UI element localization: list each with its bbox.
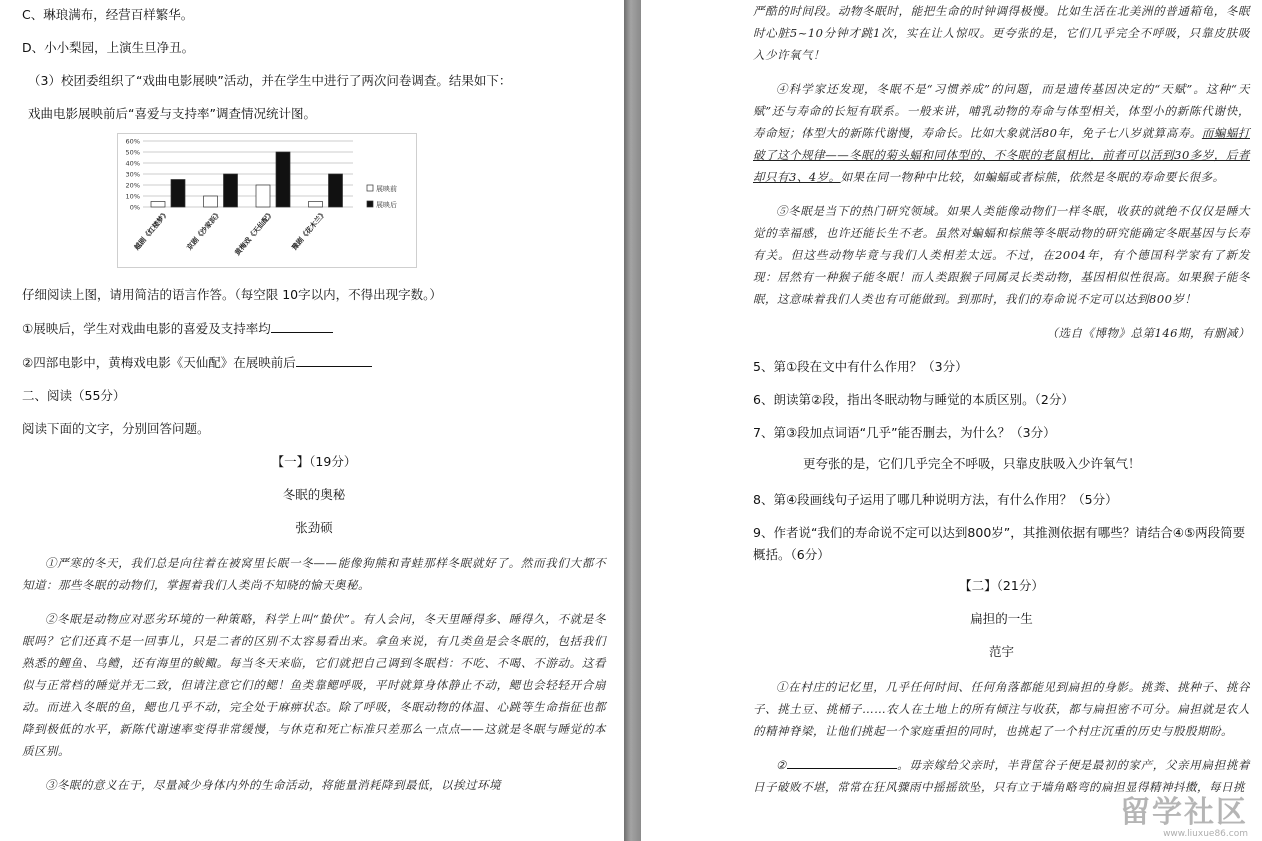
paragraph-1: ①严寒的冬天，我们总是向往着在被窝里长眠一冬——能像狗熊和青蛙那样冬眠就好了。然而我们大都不知道：那些冬眠的动物们，掌握着我们人类尚不知晓的愉天奥秘。 xyxy=(22,556,606,592)
bar-chart xyxy=(117,133,417,268)
answer-blank-1[interactable] xyxy=(271,319,333,333)
chart-bar xyxy=(256,185,270,207)
paragraph-4-underlined-sentence: 而蝙蝠打破了这个规律——冬眠的菊头蝠和同体型的、不冬眠的老鼠相比，前者可以活到30多岁，后者却只有3、4岁。 xyxy=(753,126,1250,184)
option-d: D、小小梨园，上演生旦净丑。 xyxy=(22,40,195,55)
fill-blank-2 xyxy=(22,353,606,372)
fill-blank-1-text: ①展映后，学生对戏曲电影的喜爱及支持率均 xyxy=(22,321,271,336)
chart-ytick-label: 20% xyxy=(125,181,140,190)
question-9: 9、作者说“我们的寿命说不定可以达到800岁”，其推测依据有哪些？请结合④⑤两段简要概括。（6分） xyxy=(753,525,1246,562)
article-title: 冬眠的奥秘 xyxy=(282,487,346,502)
chart-legend-swatch xyxy=(367,201,373,207)
question-8: 8、第④段画线句子运用了哪几种说明方法，有什么作用？（5分） xyxy=(753,492,1118,507)
section-2-heading: 二、阅读（55分） xyxy=(22,388,126,403)
chart-category-label: 越剧《红楼梦》 xyxy=(132,209,171,252)
site-watermark: 留学社区 xyxy=(1120,795,1248,830)
question-6: 6、朗读第②段，指出冬眠动物与睡觉的本质区别。（2分） xyxy=(753,392,1074,407)
paragraph-5: ⑤冬眠是当下的热门研究领域。如果人类能像动物们一样冬眠，收获的就绝不仅仅是睡大觉的幸福感，也许还能长生不老。虽然对蝙蝠和棕熊等冬眠动物的研究能确定冬眠基因与长寿有关。但这些动物毕竟与我们人类相差太远。不过，在2004年，有个德国科学家有了新发现：居然有一种猴子能冬眠！而人类跟猴子同属灵长类动物，基因相似性很高。如果猴子能冬眠，这意味着我们人类也有可能做到。到那时，我们的寿命说不定可以达到800岁！ xyxy=(753,204,1250,306)
chart-ytick-label: 10% xyxy=(125,192,140,201)
chart-ytick-label: 60% xyxy=(125,137,140,146)
reading-intro: 阅读下面的文字，分别回答问题。 xyxy=(22,421,210,436)
instruction-text: 仔细阅读上图，请用简洁的语言作答。（每空限 10字以内，不得出现字数。） xyxy=(22,287,442,302)
chart-bar xyxy=(204,196,218,207)
article-2-author: 范宇 xyxy=(988,644,1014,659)
fill-blank-2-text: ②四部电影中，黄梅戏电影《天仙配》在展映前后 xyxy=(22,355,296,370)
option-c: C、琳琅满布，经营百样繁华。 xyxy=(22,7,194,22)
chart-bar xyxy=(151,202,165,208)
article-2-paragraph-1: ①在村庄的记忆里，几乎任何时间、任何角落都能见到扁担的身影。挑粪、挑种子、挑谷子、挑土豆、挑桶子……农人在土地上的所有倾注与收获，都与扁担密不可分。扁担就是农人的精神脊梁，让他们挑起一个家庭重担的同时，也挑起了一个村庄沉重的历史与殷殷期盼。 xyxy=(753,680,1250,738)
question-7-quote: 更夸张的是，它们几乎完全不呼吸，只靠皮肤吸入少许氧气！ xyxy=(803,456,1141,471)
bar-chart-svg xyxy=(117,133,417,268)
chart-ytick-label: 50% xyxy=(125,148,140,157)
article-2-paragraph-2-text: 。毋亲嫁给父亲时，半背筐谷子便是最初的家产，父亲用扁担挑着日子破败不堪，常常在狂风骤雨中摇摇欲坠，只有立于墙角略弯的扁担显得精神抖擞，每日挑 xyxy=(753,758,1250,794)
site-watermark-url: www.liuxue86.com xyxy=(1163,829,1248,839)
chart-ytick-label: 30% xyxy=(125,170,140,179)
question-7: 7、第③段加点词语“几乎”能否删去，为什么？（3分） xyxy=(753,425,1056,440)
page-gutter xyxy=(624,0,641,841)
paragraph-4-part-b: 如果在同一物种中比较，如蝙蝠或者棕熊，依然是冬眠的寿命要长很多。 xyxy=(840,170,1225,184)
paragraph-2: ②冬眠是动物应对恶劣环境的一种策略，科学上叫“蛰伏”。有人会问，冬天里睡得多、睡得久，不就是冬眠吗？它们还真不是一回事儿，只是二者的区别不太容易看出来。拿鱼来说，有几类鱼是会冬眠的，包括我们熟悉的鲤鱼、乌鳢，还有海里的鲅鲰。每当冬天来临，它们就把自己调到冬眠档：不吃、不喝、不游动。这看似与正常档的睡觉并无二致，但请注意它们的鳃！鱼类靠鳃呼吸，平时就算身体静止不动，鳃也会轻轻开合扇动。而进入冬眠的鱼，鳃也几乎不动，完全处于麻痹状态。除了呼吸，冬眠动物的体温、心跳等生命指征也都降到极低的水平，新陈代谢速率变得非常缓慢，与休克和死亡标准只差那么一点点——这就是冬眠与睡觉的本质区别。 xyxy=(22,612,606,758)
chart-category-label: 黄梅戏《天仙配》 xyxy=(233,209,276,258)
chart-bar xyxy=(171,180,185,208)
chart-legend-swatch xyxy=(367,185,373,191)
part-1-header: 【一】（19分） xyxy=(271,454,357,469)
chart-bar xyxy=(276,152,290,207)
chart-legend-label: 展映前 xyxy=(376,185,397,193)
document-page-left xyxy=(0,0,624,841)
article-author: 张劲硕 xyxy=(295,520,333,535)
document-page-right xyxy=(641,0,1262,841)
paragraph-4 xyxy=(753,78,1250,188)
paragraph-3-start: ③冬眠的意义在于，尽量减少身体内外的生命活动，将能量消耗降到最低，以挨过环境 xyxy=(45,778,501,792)
question-5: 5、第①段在文中有什么作用？（3分） xyxy=(753,359,968,374)
article-2-title: 扁担的一生 xyxy=(970,611,1033,626)
chart-ytick-label: 0% xyxy=(129,203,140,212)
question-3-intro: （3）校团委组织了“戏曲电影展映”活动，并在学生中进行了两次问卷调查。结果如下： xyxy=(28,73,512,88)
paragraph-4-part-a: ④科学家还发现，冬眠不是“习惯养成”的问题，而是遗传基因决定的“天赋”。这种“天赋”还与寿命的长短有联系。一般来讲，哺乳动物的寿命与体型相关，体型小的新陈代谢快，寿命短；体型大的新陈代谢慢，寿命长。比如大象就活80年，免子七八岁就算高寿。 xyxy=(753,82,1250,140)
article-2-paragraph-2-number: ② xyxy=(776,758,787,772)
chart-bar xyxy=(329,174,343,207)
part-2-header: 【二】（21分） xyxy=(959,578,1044,593)
chart-category-label: 豫剧《花木兰》 xyxy=(290,209,329,252)
paragraph-3-continued: 严酷的时间段。动物冬眠时，能把生命的时钟调得极慢。比如生活在北美洲的普通箱龟，冬眠时心脏5~10分钟才跳1次，实在让人惊叹。更夸张的是，它们几乎完全不呼吸，只靠皮肤吸入少许氧气！ xyxy=(753,4,1250,62)
chart-category-label: 京剧《沙家浜》 xyxy=(185,209,224,252)
chart-caption: 戏曲电影展映前后“喜爱与支持率”调查情况统计图。 xyxy=(28,106,316,121)
article-2-answer-blank[interactable] xyxy=(787,755,897,769)
chart-bar xyxy=(224,174,238,207)
answer-blank-2[interactable] xyxy=(296,353,372,367)
chart-ytick-label: 40% xyxy=(125,159,140,168)
chart-legend-label: 展映后 xyxy=(376,201,397,209)
source-citation: （选自《博物》总第146期，有删减） xyxy=(1046,326,1250,340)
chart-bar xyxy=(309,202,323,208)
fill-blank-1 xyxy=(22,319,606,338)
